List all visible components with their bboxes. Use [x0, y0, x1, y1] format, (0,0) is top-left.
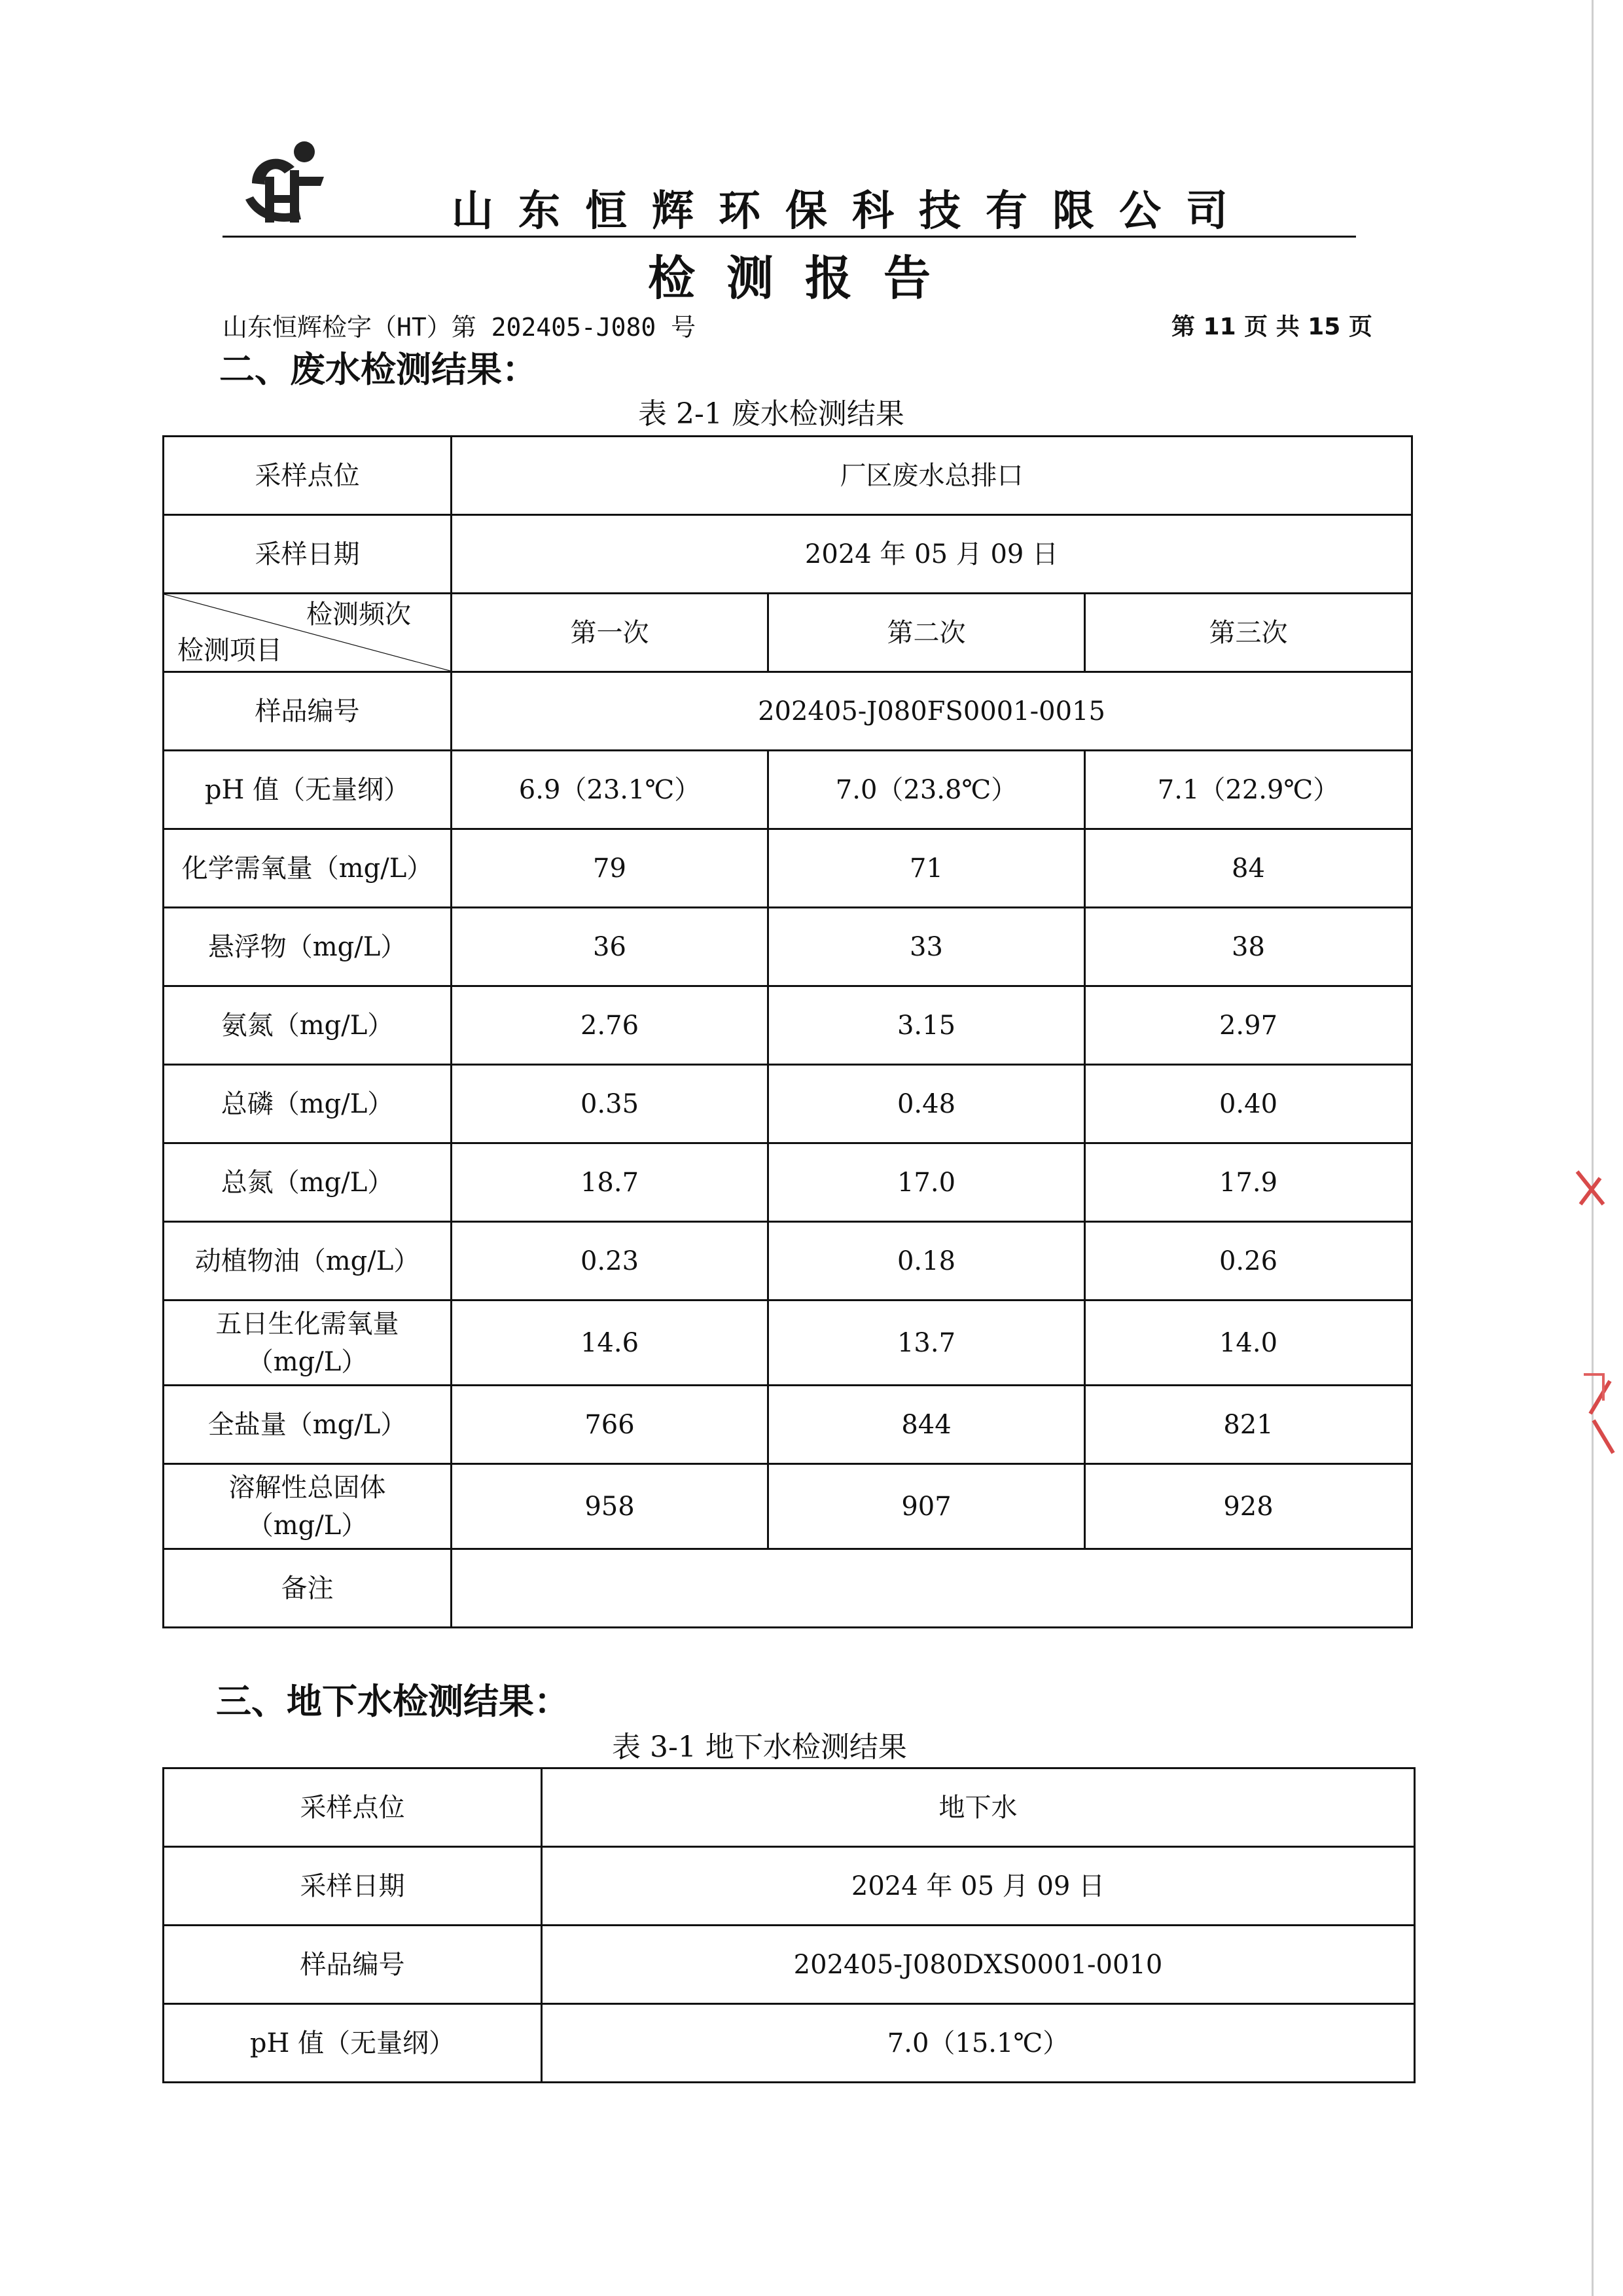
table-row [164, 515, 1412, 594]
cell-value: 13.7 [768, 1300, 1085, 1386]
cell-value: 0.48 [768, 1065, 1085, 1143]
row-label-line-1: 五日生化需氧量 [215, 1308, 399, 1339]
cell-value: 2.76 [452, 986, 768, 1065]
cell-value: 928 [1085, 1464, 1412, 1549]
table-row [164, 1926, 1415, 2004]
report-number: 山东恒辉检字（HT）第 202405-J080 号 [223, 313, 696, 342]
table-row [164, 829, 1412, 908]
row-value: 2024 年 05 月 09 日 [542, 1847, 1415, 1926]
table-row [164, 908, 1412, 986]
table-row [164, 437, 1412, 515]
cell-value: 79 [452, 829, 768, 908]
row-label: 悬浮物（mg/L） [164, 908, 452, 986]
column-header-2: 第二次 [768, 594, 1085, 672]
table-row [164, 672, 1412, 751]
table-row [164, 986, 1412, 1065]
row-label: 氨氮（mg/L） [164, 986, 452, 1065]
company-logo-icon [239, 137, 337, 229]
row-value: 地下水 [542, 1768, 1415, 1847]
table-row [164, 751, 1412, 829]
table-row [164, 1300, 1412, 1386]
cell-value: 6.9（23.1℃） [452, 751, 768, 829]
cell-value: 3.15 [768, 986, 1085, 1065]
row-label: 总磷（mg/L） [164, 1065, 452, 1143]
site-label: 采样点位 [164, 437, 452, 515]
row-label: 采样点位 [164, 1768, 542, 1847]
row-label-line-1: 溶解性总固体 [228, 1472, 386, 1503]
column-header-3: 第三次 [1085, 594, 1412, 672]
groundwater-results-table [162, 1767, 1416, 2083]
cell-value: 17.9 [1085, 1143, 1412, 1222]
page-number: 第 11 页 共 15 页 [1171, 314, 1372, 340]
cell-value: 958 [452, 1464, 768, 1549]
row-label [164, 1464, 452, 1549]
cell-value: 33 [768, 908, 1085, 986]
table-row [164, 1386, 1412, 1464]
column-header-1: 第一次 [452, 594, 768, 672]
table-caption-wastewater: 表 2-1 废水检测结果 [638, 397, 904, 431]
table-row [164, 1065, 1412, 1143]
row-label: 总氮（mg/L） [164, 1143, 452, 1222]
company-name: 山东恒辉环保科技有限公司 [452, 187, 1253, 236]
row-label: 采样日期 [164, 1847, 542, 1926]
diag-top-label: 检测频次 [306, 600, 411, 630]
row-value: 7.0（15.1℃） [542, 2004, 1415, 2083]
table-row [164, 594, 1412, 672]
cell-value: 766 [452, 1386, 768, 1464]
scan-edge-line [1592, 0, 1594, 2296]
row-label: 全盐量（mg/L） [164, 1386, 452, 1464]
cell-value: 84 [1085, 829, 1412, 908]
row-label: 化学需氧量（mg/L） [164, 829, 452, 908]
table-caption-groundwater: 表 3-1 地下水检测结果 [612, 1731, 907, 1764]
row-label: pH 值（无量纲） [164, 751, 452, 829]
diag-bottom-label: 检测项目 [177, 636, 282, 666]
row-label [164, 1300, 452, 1386]
row-value: 202405-J080DXS0001-0010 [542, 1926, 1415, 2004]
red-seal-fragment-icon [1564, 1165, 1616, 1466]
cell-value: 0.23 [452, 1222, 768, 1300]
row-label: pH 值（无量纲） [164, 2004, 542, 2083]
section-title-groundwater: 三、地下水检测结果： [216, 1681, 569, 1722]
remark-label: 备注 [164, 1549, 452, 1628]
cell-value: 14.0 [1085, 1300, 1412, 1386]
table-row [164, 1549, 1412, 1628]
table-row [164, 1768, 1415, 1847]
remark-value [452, 1549, 1412, 1628]
cell-value: 38 [1085, 908, 1412, 986]
diagonal-header-cell [164, 594, 452, 672]
row-label-line-2: （mg/L） [247, 1346, 368, 1377]
cell-value: 907 [768, 1464, 1085, 1549]
cell-value: 36 [452, 908, 768, 986]
header-rule [223, 236, 1356, 238]
cell-value: 821 [1085, 1386, 1412, 1464]
cell-value: 17.0 [768, 1143, 1085, 1222]
table-row [164, 1464, 1412, 1549]
sample-label: 样品编号 [164, 672, 452, 751]
cell-value: 18.7 [452, 1143, 768, 1222]
table-row [164, 2004, 1415, 2083]
date-label: 采样日期 [164, 515, 452, 594]
date-value: 2024 年 05 月 09 日 [452, 515, 1412, 594]
sample-value: 202405-J080FS0001-0015 [452, 672, 1412, 751]
row-label-line-2: （mg/L） [247, 1510, 368, 1541]
table-row [164, 1222, 1412, 1300]
cell-value: 844 [768, 1386, 1085, 1464]
cell-value: 71 [768, 829, 1085, 908]
cell-value: 0.18 [768, 1222, 1085, 1300]
cell-value: 14.6 [452, 1300, 768, 1386]
cell-value: 7.1（22.9℃） [1085, 751, 1412, 829]
wastewater-results-table [162, 435, 1413, 1628]
site-value: 厂区废水总排口 [452, 437, 1412, 515]
cell-value: 7.0（23.8℃） [768, 751, 1085, 829]
row-label: 动植物油（mg/L） [164, 1222, 452, 1300]
cell-value: 2.97 [1085, 986, 1412, 1065]
cell-value: 0.26 [1085, 1222, 1412, 1300]
table-row [164, 1143, 1412, 1222]
report-title: 检测报告 [648, 250, 963, 306]
cell-value: 0.35 [452, 1065, 768, 1143]
table-row [164, 1847, 1415, 1926]
row-label: 样品编号 [164, 1926, 542, 2004]
section-title-wastewater: 二、废水检测结果： [219, 349, 537, 390]
cell-value: 0.40 [1085, 1065, 1412, 1143]
